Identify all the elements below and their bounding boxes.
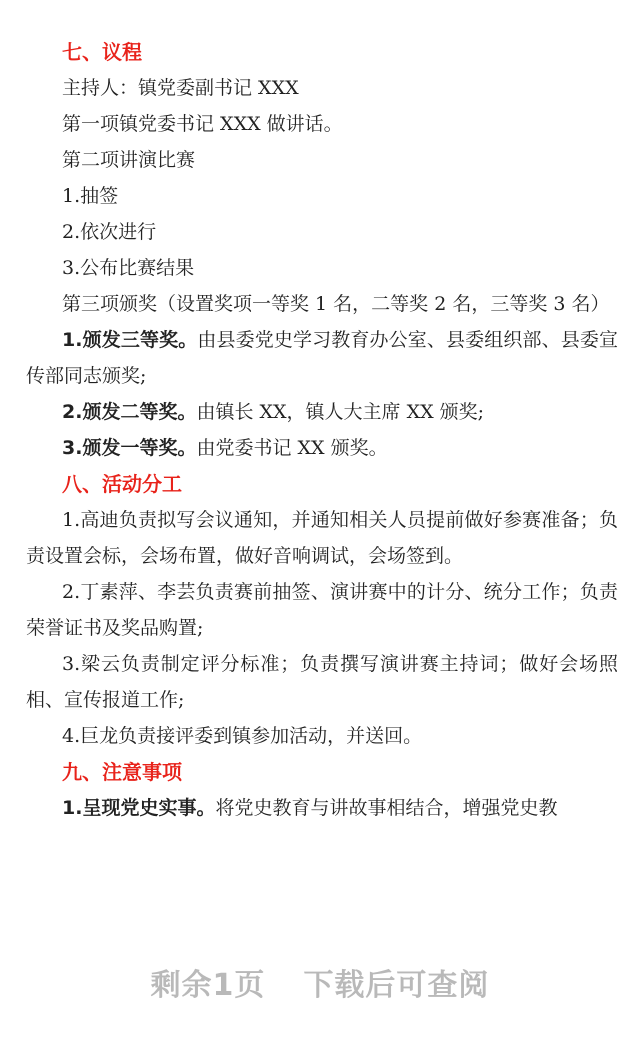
agenda-step-3: 3.公布比赛结果 [62,257,195,279]
award-third-prize-lead: 1.颁发三等奖。 [62,329,198,351]
document-body [26,34,618,826]
award-third-prize-text: 由县委党史学习教育办公室、县委组织部、县委宣传部同志颁奖; [26,329,618,387]
agenda-host: 主持人：镇党委副书记 XXX [62,77,299,99]
section-heading-notes: 九、注意事项 [62,760,182,784]
duty-item-2: 2.丁素萍、李芸负责赛前抽签、演讲赛中的计分、统分工作；负责荣誉证书及奖品购置; [26,581,618,639]
note-item-1-text: 将党史教育与讲故事相结合，增强党史教 [215,797,558,819]
agenda-item-3: 第三项颁奖（设置奖项一等奖 1 名，二等奖 2 名，三等奖 3 名） [62,293,610,315]
agenda-item-1: 第一项镇党委书记 XXX 做讲话。 [62,113,343,135]
section-heading-agenda: 七、议程 [62,40,142,64]
section-heading-division-of-work: 八、活动分工 [62,472,182,496]
award-first-prize-lead: 3.颁发一等奖。 [62,437,197,459]
award-second-prize-lead: 2.颁发二等奖。 [62,401,197,423]
award-first-prize [26,430,618,466]
agenda-step-2: 2.依次进行 [62,221,157,243]
download-to-view-label: 下载后可查阅 [303,968,490,1003]
remaining-pages-label: 剩余1页 [150,968,266,1003]
agenda-item-2: 第二项讲演比赛 [62,149,196,171]
agenda-step-1: 1.抽签 [62,185,119,207]
award-second-prize-text: 由镇长 XX，镇人大主席 XX 颁奖; [196,401,485,423]
duty-item-3: 3.梁云负责制定评分标准；负责撰写演讲赛主持词；做好会场照相、宣传报道工作; [26,653,618,711]
duty-item-4: 4.巨龙负责接评委到镇参加活动，并送回。 [62,725,423,747]
note-item-1-lead: 1.呈现党史实事。 [62,797,216,819]
duty-item-1: 1.高迪负责拟写会议通知，并通知相关人员提前做好参赛准备；负责设置会标，会场布置，做好音响调试，会场签到。 [26,509,618,567]
award-first-prize-text: 由党委书记 XX 颁奖。 [196,437,388,459]
remaining-pages-banner[interactable] [0,964,640,1008]
note-item-1 [26,790,618,826]
award-second-prize [26,394,618,430]
award-third-prize [26,322,618,394]
